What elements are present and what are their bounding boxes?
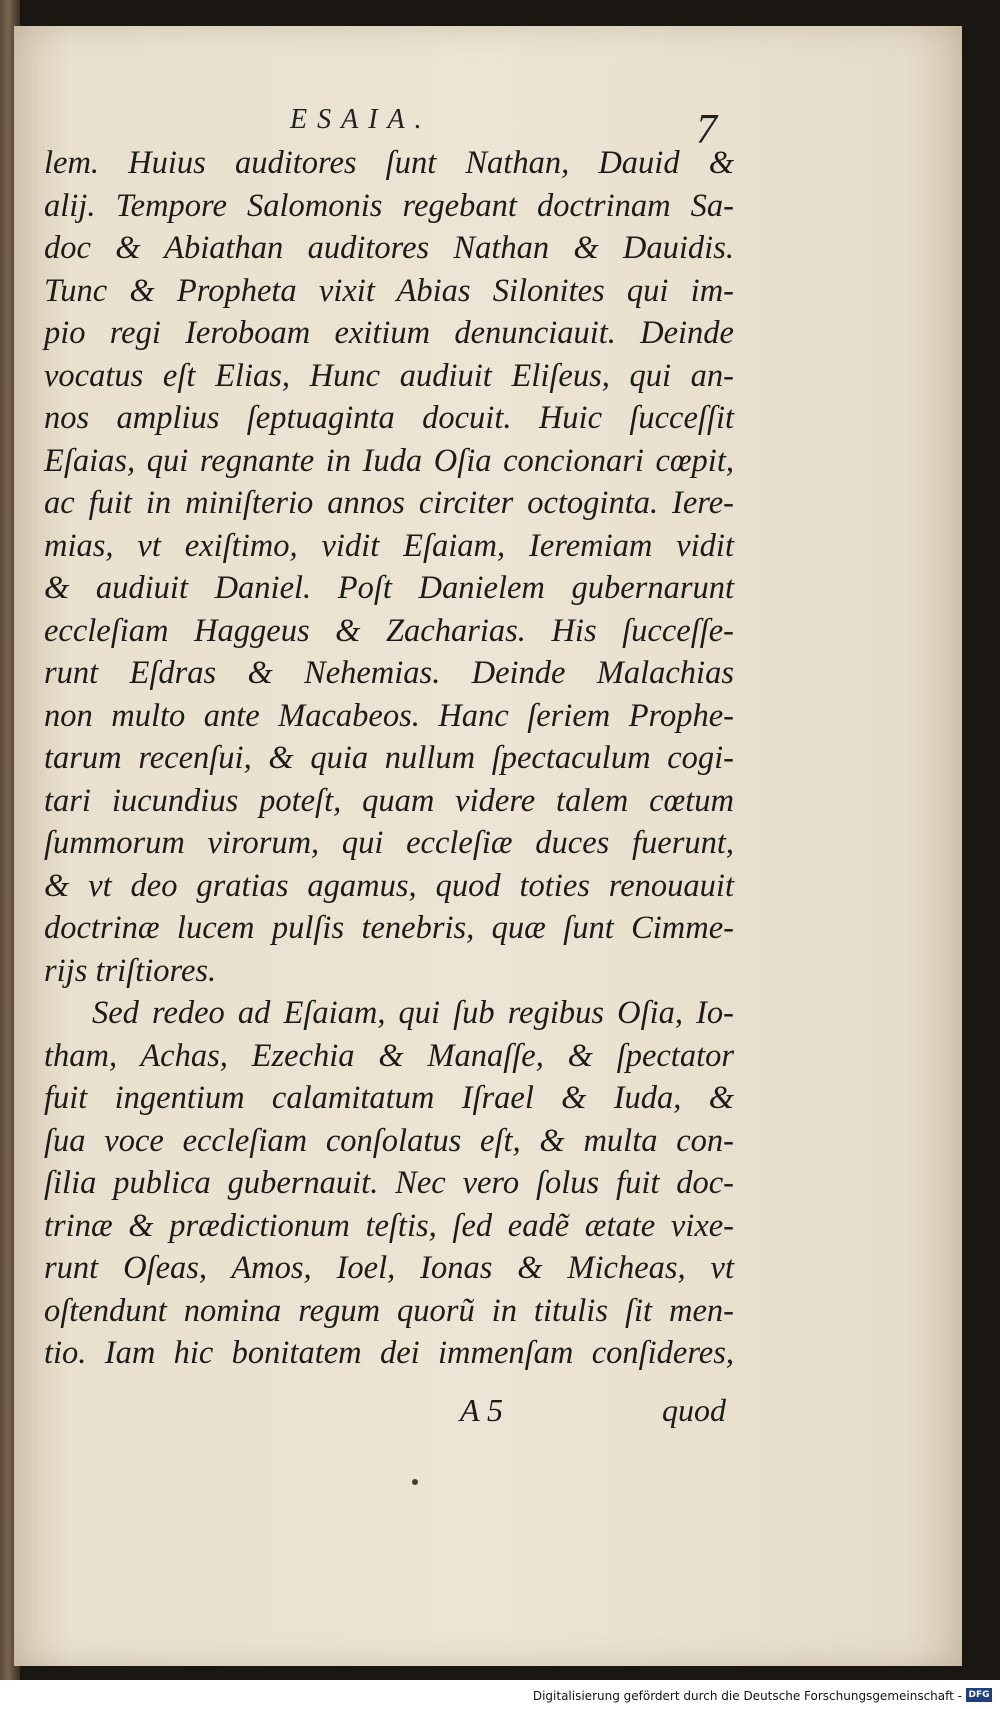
text-line: oſtendunt nomina regum quorũ in titulis ſit men- [44, 1292, 734, 1329]
catchword: quod [662, 1392, 726, 1428]
text-line: runt Oſeas, Amos, Ioel, Ionas & Micheas, vt [44, 1250, 734, 1286]
text-line: eccleſiam Haggeus & Zacharias. His ſucceſſe- [44, 612, 734, 649]
text-line: runt Eſdras & Nehemias. Deinde Malachias [44, 655, 734, 691]
text-line: rijs triſtiores. [44, 952, 217, 989]
text-line: tari iucundius poteſt, quam videre talem cœtum [44, 782, 734, 819]
page-number: 7 [696, 107, 717, 153]
dfg-logo: DFG [966, 1688, 992, 1702]
text-line: fuit ingentium calamitatum Iſrael & Iuda, & [44, 1080, 734, 1116]
text-line: doc & Abiathan auditores Nathan & Dauidis. [44, 230, 734, 266]
text-line: lem. Huius auditores ſunt Nathan, Dauid & [44, 145, 734, 181]
credit-text: Digitalisierung gefördert durch die Deutsche Forschungsgemeinschaft - [532, 1689, 962, 1703]
paper-speck [412, 1479, 418, 1485]
text-line: ac fuit in miniſterio annos circiter octoginta. Iere- [44, 485, 734, 521]
body-text [44, 142, 734, 1375]
text-line: nos amplius ſeptuaginta docuit. Huic ſucceſſit [44, 400, 734, 436]
text-line: trinæ & prædictionum teſtis, ſed eadẽ ætate vixe- [44, 1207, 734, 1244]
running-title: ESAIA. [290, 104, 432, 135]
text-line: tarum recenſui, & quia nullum ſpectaculum cogi- [44, 740, 734, 776]
text-line: & vt deo gratias agamus, quod toties renouauit [44, 867, 734, 904]
text-line: tio. Iam hic bonitatem dei immenſam conſideres, [44, 1335, 734, 1371]
text-line: pio regi Ieroboam exitium denunciauit. Deinde [44, 315, 734, 351]
text-line: tham, Achas, Ezechia & Manaſſe, & ſpectator [44, 1037, 734, 1074]
signature-mark: A 5 [460, 1392, 503, 1428]
text-line: ſua voce eccleſiam conſolatus eſt, & multa con- [44, 1122, 734, 1159]
text-line: mias, vt exiſtimo, vidit Eſaiam, Ieremiam vidit [44, 527, 734, 564]
text-line: non multo ante Macabeos. Hanc ſeriem Prophe- [44, 697, 734, 734]
text-line: alij. Tempore Salomonis regebant doctrinam Sa- [44, 187, 734, 224]
text-line: Tunc & Propheta vixit Abias Silonites qui im- [44, 272, 734, 309]
text-line: Sed redeo ad Eſaiam, qui ſub regibus Oſia, Io- [92, 995, 734, 1031]
text-line: & audiuit Daniel. Poſt Danielem gubernarunt [44, 570, 734, 606]
text-line: vocatus eſt Elias, Hunc audiuit Eliſeus, qui an- [44, 357, 734, 394]
text-line: ſummorum virorum, qui eccleſiæ duces fuerunt, [44, 825, 734, 861]
text-line: ſilia publica gubernauit. Nec vero ſolus fuit doc- [44, 1165, 734, 1201]
text-line: doctrinæ lucem pulſis tenebris, quæ ſunt Cimme- [44, 910, 734, 946]
text-line: Eſaias, qui regnante in Iuda Oſia concionari cœpit, [44, 442, 734, 479]
